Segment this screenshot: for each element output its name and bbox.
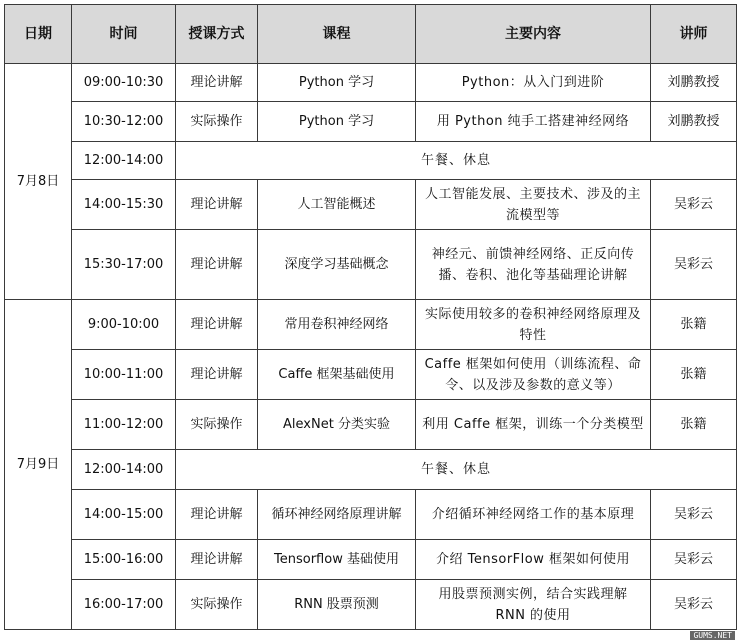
course-cell: 人工智能概述 (258, 180, 416, 230)
content-cell: 神经元、前馈神经网络、正反向传播、卷积、池化等基础理论讲解 (416, 230, 651, 300)
schedule-table (4, 4, 737, 630)
header-course: 课程 (258, 5, 416, 64)
lecturer-cell: 刘鹏教授 (651, 102, 737, 142)
course-cell: Tensorflow 基础使用 (258, 540, 416, 580)
break-row (5, 142, 737, 180)
course-cell: Python 学习 (258, 64, 416, 102)
watermark: GUMS.NET (690, 631, 735, 640)
break-cell: 午餐、休息 (176, 450, 737, 490)
break-cell: 午餐、休息 (176, 142, 737, 180)
header-date: 日期 (5, 5, 72, 64)
lecturer-cell: 张籍 (651, 400, 737, 450)
table-row (5, 300, 737, 350)
time-cell: 16:00-17:00 (72, 580, 176, 630)
lecturer-cell: 张籍 (651, 350, 737, 400)
lecturer-cell: 刘鹏教授 (651, 64, 737, 102)
time-cell: 09:00-10:30 (72, 64, 176, 102)
table-row (5, 580, 737, 630)
content-cell: 用股票预测实例，结合实践理解 RNN 的使用 (416, 580, 651, 630)
time-cell: 15:00-16:00 (72, 540, 176, 580)
mode-cell: 实际操作 (176, 580, 258, 630)
course-cell: 循环神经网络原理讲解 (258, 490, 416, 540)
time-cell: 14:00-15:30 (72, 180, 176, 230)
header-content: 主要内容 (416, 5, 651, 64)
lecturer-cell: 吴彩云 (651, 540, 737, 580)
mode-cell: 实际操作 (176, 102, 258, 142)
content-cell: Python：从入门到进阶 (416, 64, 651, 102)
header-lecturer: 讲师 (651, 5, 737, 64)
time-cell: 10:00-11:00 (72, 350, 176, 400)
course-cell: AlexNet 分类实验 (258, 400, 416, 450)
time-cell: 12:00-14:00 (72, 450, 176, 490)
content-cell: 人工智能发展、主要技术、涉及的主流模型等 (416, 180, 651, 230)
mode-cell: 理论讲解 (176, 180, 258, 230)
content-cell: Caffe 框架如何使用（训练流程、命令、以及涉及参数的意义等） (416, 350, 651, 400)
table-row (5, 64, 737, 102)
mode-cell: 理论讲解 (176, 350, 258, 400)
table-row (5, 540, 737, 580)
content-cell: 实际使用较多的卷积神经网络原理及特性 (416, 300, 651, 350)
lecturer-cell: 吴彩云 (651, 490, 737, 540)
mode-cell: 理论讲解 (176, 300, 258, 350)
lecturer-cell: 张籍 (651, 300, 737, 350)
mode-cell: 理论讲解 (176, 64, 258, 102)
table-row (5, 490, 737, 540)
mode-cell: 理论讲解 (176, 230, 258, 300)
content-cell: 介绍循环神经网络工作的基本原理 (416, 490, 651, 540)
course-cell: Caffe 框架基础使用 (258, 350, 416, 400)
content-cell: 利用 Caffe 框架，训练一个分类模型 (416, 400, 651, 450)
time-cell: 15:30-17:00 (72, 230, 176, 300)
time-cell: 10:30-12:00 (72, 102, 176, 142)
course-cell: 深度学习基础概念 (258, 230, 416, 300)
time-cell: 9:00-10:00 (72, 300, 176, 350)
course-cell: Python 学习 (258, 102, 416, 142)
date-cell: 7月9日 (5, 300, 72, 630)
header-time: 时间 (72, 5, 176, 64)
table-row (5, 102, 737, 142)
mode-cell: 实际操作 (176, 400, 258, 450)
table-row (5, 230, 737, 300)
content-cell: 用 Python 纯手工搭建神经网络 (416, 102, 651, 142)
table-row (5, 180, 737, 230)
content-cell: 介绍 TensorFlow 框架如何使用 (416, 540, 651, 580)
mode-cell: 理论讲解 (176, 540, 258, 580)
lecturer-cell: 吴彩云 (651, 230, 737, 300)
table-row (5, 400, 737, 450)
course-cell: 常用卷积神经网络 (258, 300, 416, 350)
time-cell: 12:00-14:00 (72, 142, 176, 180)
lecturer-cell: 吴彩云 (651, 580, 737, 630)
mode-cell: 理论讲解 (176, 490, 258, 540)
course-cell: RNN 股票预测 (258, 580, 416, 630)
table-row (5, 350, 737, 400)
date-cell: 7月8日 (5, 64, 72, 300)
time-cell: 11:00-12:00 (72, 400, 176, 450)
lecturer-cell: 吴彩云 (651, 180, 737, 230)
header-mode: 授课方式 (176, 5, 258, 64)
break-row (5, 450, 737, 490)
schedule-body (5, 64, 737, 630)
time-cell: 14:00-15:00 (72, 490, 176, 540)
header-row (5, 5, 737, 64)
